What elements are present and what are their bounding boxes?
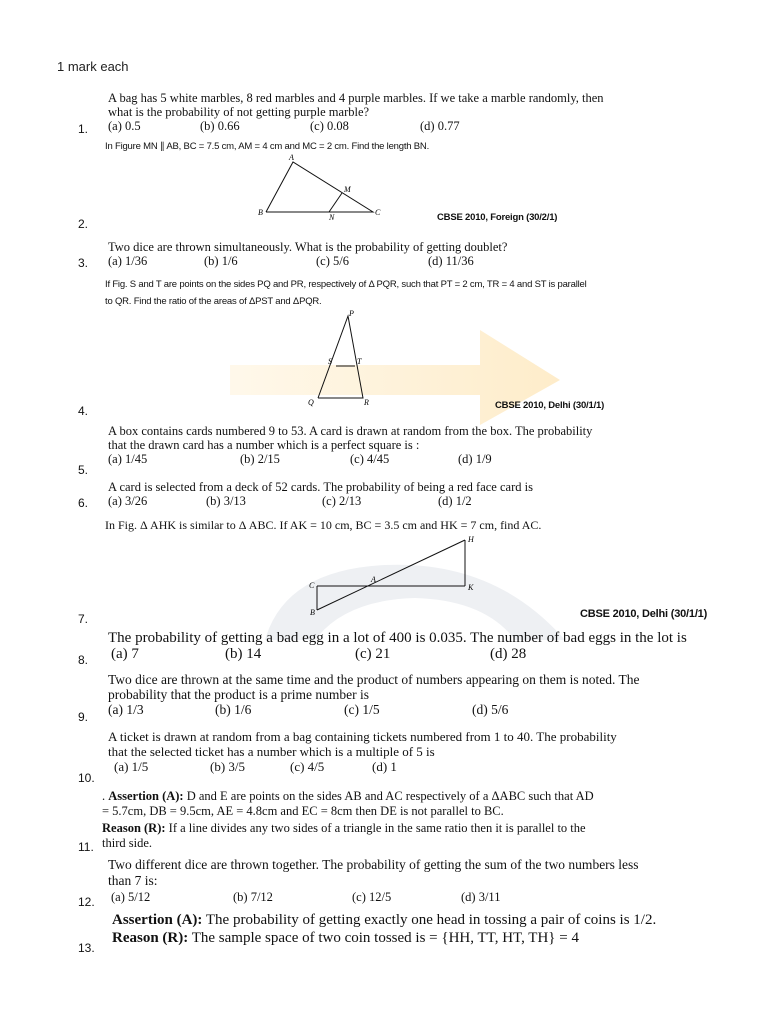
- question-10: [108, 729, 668, 774]
- label-c: C: [375, 208, 381, 217]
- section-heading: 1 mark each: [57, 59, 129, 74]
- option-b: (b) 14: [225, 646, 262, 662]
- option-b: (b) 2/15: [240, 452, 280, 466]
- assertion-label: Assertion (A):: [108, 789, 184, 803]
- question-12: [108, 857, 688, 905]
- option-c: (c) 4/45: [350, 452, 390, 466]
- options: [108, 452, 628, 466]
- options: [108, 646, 708, 662]
- question-text: In Fig. Δ AHK is similar to Δ ABC. If AK = 10 cm, BC = 3.5 cm and HK = 7 cm, find AC.: [105, 518, 542, 532]
- option-b: (b) 1/6: [215, 702, 252, 717]
- label-h: H: [468, 535, 474, 544]
- question-9: [108, 672, 688, 717]
- question-number: 13.: [78, 941, 95, 955]
- label-p: P: [349, 309, 354, 318]
- question-number: 2.: [78, 217, 89, 231]
- question-number: 1.: [78, 122, 89, 136]
- option-a: (a) 5/12: [111, 890, 151, 904]
- option-a: (a) 0.5: [108, 119, 141, 133]
- option-a: (a) 3/26: [108, 494, 148, 508]
- label-t: T: [357, 357, 362, 366]
- label-c: C: [309, 581, 315, 590]
- options: [108, 254, 628, 268]
- question-text: The probability of getting a bad egg in a lot of 400 is 0.035. The number of bad eggs in the lot is: [108, 630, 687, 646]
- label-b: B: [258, 208, 263, 217]
- question-text: Two dice are thrown at the same time and the product of numbers appearing on them is noted. The: [108, 672, 640, 687]
- assertion-label: Assertion (A):: [112, 912, 203, 928]
- question-text: what is the probability of not getting purple marble?: [108, 105, 370, 119]
- option-c: (c) 4/5: [290, 759, 325, 774]
- question-text: Two dice are thrown simultaneously. What is the probability of getting doublet?: [108, 240, 508, 254]
- question-8: [108, 630, 708, 662]
- option-a: (a) 1/45: [108, 452, 148, 466]
- label-k: K: [468, 583, 474, 592]
- option-b: (b) 3/5: [210, 759, 246, 774]
- label-s: S: [328, 357, 332, 366]
- question-text: In Figure MN ∥ AB, BC = 7.5 cm, AM = 4 cm and MC = 2 cm. Find the length BN.: [105, 141, 430, 152]
- question-number: 4.: [78, 404, 89, 418]
- options: [108, 119, 628, 133]
- option-d: (d) 28: [490, 646, 527, 662]
- option-a: (a) 1/5: [114, 759, 149, 774]
- assertion-text: The probability of getting exactly one head in tossing a pair of coins is 1/2.: [205, 912, 657, 928]
- label-a: A: [289, 153, 294, 162]
- question-number: 11.: [78, 840, 94, 854]
- question-text: that the selected ticket has a number which is a multiple of 5 is: [108, 744, 435, 759]
- triangle-figure-q4: [303, 308, 383, 408]
- question-text: A bag has 5 white marbles, 8 red marbles and 4 purple marbles. If we take a marble randomly, then: [108, 91, 604, 105]
- options: [108, 889, 688, 905]
- assertion-text: D and E are points on the sides AB and AC respectively of a ΔABC such that AD: [186, 789, 594, 803]
- label-b: B: [310, 608, 315, 617]
- option-d: (d) 1: [372, 759, 397, 774]
- reason-label: Reason (R):: [112, 930, 189, 946]
- option-b: (b) 1/6: [204, 254, 238, 268]
- question-number: 8.: [78, 653, 89, 667]
- assertion-text: = 5.7cm, DB = 9.5cm, AE = 4.8cm and EC = 8cm then DE is not parallel to BC.: [102, 804, 504, 818]
- question-text: than 7 is:: [108, 873, 158, 888]
- question-text: A card is selected from a deck of 52 cards. The probability of being a red face card is: [108, 480, 533, 494]
- reason-label: Reason (R):: [102, 821, 166, 835]
- option-c: (c) 2/13: [322, 494, 362, 508]
- option-d: (d) 5/6: [472, 702, 509, 717]
- options: [108, 759, 668, 774]
- question-number: 12.: [78, 895, 95, 909]
- option-c: (c) 12/5: [352, 890, 392, 904]
- question-number: 9.: [78, 710, 89, 724]
- question-text: probability that the product is a prime number is: [108, 687, 369, 702]
- question-5: [108, 424, 628, 466]
- option-b: (b) 0.66: [200, 119, 240, 133]
- option-a: (a) 1/3: [108, 702, 144, 717]
- question-text: If Fig. S and T are points on the sides PQ and PR, respectively of Δ PQR, such that PT = 2 cm, TR = 4 and ST is parallel: [105, 279, 587, 290]
- label-n: N: [329, 213, 335, 222]
- question-number: 5.: [78, 463, 89, 477]
- option-c: (c) 5/6: [316, 254, 349, 268]
- option-d: (d) 3/11: [461, 890, 501, 904]
- triangle-figure-q7: [305, 530, 485, 620]
- question-3: [108, 240, 628, 268]
- label-m: M: [344, 185, 351, 194]
- triangle-figure-q2: [255, 152, 385, 222]
- option-b: (b) 3/13: [206, 494, 246, 508]
- question-6: [108, 480, 628, 508]
- source-citation: CBSE 2010, Delhi (30/1/1): [580, 608, 708, 620]
- question-text: Two different dice are thrown together. The probability of getting the sum of the two numbers less: [108, 857, 639, 872]
- option-c: (c) 21: [355, 646, 391, 662]
- option-c: (c) 1/5: [344, 702, 380, 717]
- question-text: that the drawn card has a number which is a perfect square is :: [108, 438, 420, 452]
- question-number: 6.: [78, 496, 89, 510]
- option-a: (a) 1/36: [108, 254, 148, 268]
- option-d: (d) 0.77: [420, 119, 460, 133]
- question-13: [112, 912, 712, 946]
- reason-text: third side.: [102, 836, 152, 850]
- source-citation: CBSE 2010, Delhi (30/1/1): [495, 400, 605, 411]
- question-number: 7.: [78, 612, 89, 626]
- question-number: 10.: [78, 771, 95, 785]
- option-a: (a) 7: [111, 646, 139, 662]
- reason-text: If a line divides any two sides of a triangle in the same ratio then it is parallel to the: [168, 821, 586, 835]
- option-d: (d) 11/36: [428, 254, 474, 268]
- question-number: 3.: [78, 256, 89, 270]
- label-q: Q: [308, 398, 314, 407]
- question-11: . Assertion (A): D and E are points on the sides AB and AC respectively of a ΔABC such that AD = 5.7cm, DB = 9.5cm, AE = 4.8cm and EC = 8cm then DE is not parallel to BC. Reason (R): If a line divides any two sides of a triangle in the same ratio then it is parallel to the third side.: [102, 789, 662, 851]
- option-d: (d) 1/9: [458, 452, 492, 466]
- watermark-arrow: [230, 320, 590, 430]
- question-text: to QR. Find the ratio of the areas of ΔPST and ΔPQR.: [105, 296, 322, 307]
- label-r: R: [364, 398, 369, 407]
- label-a: A: [371, 575, 376, 584]
- source-citation: CBSE 2010, Foreign (30/2/1): [437, 212, 558, 223]
- reason-text: The sample space of two coin tossed is = {HH, TT, HT, TH} = 4: [191, 930, 579, 946]
- question-text: A box contains cards numbered 9 to 53. A card is drawn at random from the box. The probability: [108, 424, 593, 438]
- question-1: [108, 91, 628, 133]
- options: [108, 702, 688, 717]
- option-d: (d) 1/2: [438, 494, 472, 508]
- options: [108, 494, 628, 508]
- option-b: (b) 7/12: [233, 890, 273, 904]
- option-c: (c) 0.08: [310, 119, 349, 133]
- question-4-intro: [105, 278, 587, 309]
- question-text: A ticket is drawn at random from a bag containing tickets numbered from 1 to 40. The probability: [108, 729, 617, 744]
